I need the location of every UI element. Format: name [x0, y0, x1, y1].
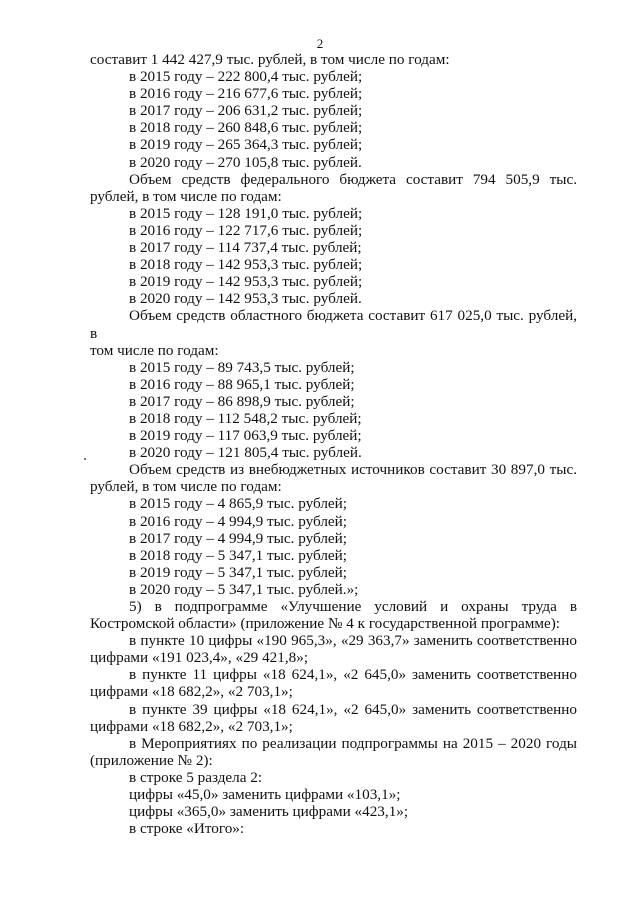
text-line: Объем средств федерального бюджета составит 794 505,9 тыс.	[129, 170, 577, 188]
text-line: Объем средств из внебюджетных источников составит 30 897,0 тыс.	[129, 461, 577, 479]
text-line: том числе по годам:	[90, 341, 219, 359]
text-line: в 2019 году – 5 347,1 тыс. рублей;	[129, 563, 347, 581]
text-line: в пункте 10 цифры «190 965,3», «29 363,7» заменить соответственно	[129, 632, 577, 650]
text-line: в 2017 году – 4 994,9 тыс. рублей;	[129, 529, 347, 547]
text-line: в 2017 году – 86 898,9 тыс. рублей;	[129, 392, 355, 410]
text-line: в 2016 году – 122 717,6 тыс. рублей;	[129, 221, 363, 239]
text-line: в 2015 году – 89 743,5 тыс. рублей;	[129, 358, 355, 376]
text-line: цифрами «18 682,2», «2 703,1»;	[90, 717, 293, 735]
text-line: рублей, в том числе по годам:	[90, 187, 282, 205]
text-line: 5) в подпрограмме «Улучшение условий и охраны труда в	[129, 598, 577, 615]
text-line: Костромской области» (приложение № 4 к государственной программе):	[90, 615, 560, 633]
text-line: цифрами «18 682,2», «2 703,1»;	[90, 683, 293, 701]
text-line: в 2017 году – 114 737,4 тыс. рублей;	[129, 239, 362, 257]
text-line: в строке «Итого»:	[129, 820, 245, 838]
text-line: цифры «45,0» заменить цифрами «103,1»;	[129, 786, 401, 804]
text-line: рублей, в том числе по годам:	[90, 478, 282, 496]
margin-mark	[84, 458, 86, 460]
text-line: в строке 5 раздела 2:	[129, 768, 263, 786]
text-line: в 2016 году – 88 965,1 тыс. рублей;	[129, 375, 355, 393]
text-line: составит 1 442 427,9 тыс. рублей, в том числе по годам:	[90, 51, 450, 68]
text-line: в 2018 году – 142 953,3 тыс. рублей;	[129, 256, 363, 274]
document-body	[90, 51, 577, 837]
text-line: (приложение № 2):	[90, 751, 213, 769]
text-line: Объем средств областного бюджета составит 617 025,0 тыс. рублей, в	[90, 307, 577, 342]
text-line: в 2020 году – 142 953,3 тыс. рублей.	[129, 290, 362, 308]
text-line: в пункте 11 цифры «18 624,1», «2 645,0» заменить соответственно	[129, 666, 577, 684]
text-line: в 2018 году – 260 848,6 тыс. рублей;	[129, 119, 363, 137]
text-line: цифры «365,0» заменить цифрами «423,1»;	[129, 803, 409, 821]
text-line: в Мероприятиях по реализации подпрограммы на 2015 – 2020 годы	[129, 734, 577, 752]
text-line: в 2020 году – 270 105,8 тыс. рублей.	[129, 153, 362, 171]
text-line: цифрами «191 023,4», «29 421,8»;	[90, 649, 309, 667]
text-line: в 2017 году – 206 631,2 тыс. рублей;	[129, 102, 363, 120]
text-line: в 2016 году – 216 677,6 тыс. рублей;	[129, 85, 363, 103]
text-line: в 2019 году – 265 364,3 тыс. рублей;	[129, 136, 363, 154]
text-line: в 2015 году – 4 865,9 тыс. рублей;	[129, 495, 347, 513]
text-line: в 2018 году – 5 347,1 тыс. рублей;	[129, 546, 347, 564]
text-line: в 2019 году – 117 063,9 тыс. рублей;	[129, 427, 362, 445]
text-line: в 2016 году – 4 994,9 тыс. рублей;	[129, 512, 347, 530]
page-number: 2	[316, 36, 324, 51]
text-line: в 2015 году – 222 800,4 тыс. рублей;	[129, 68, 363, 86]
text-line: в пункте 39 цифры «18 624,1», «2 645,0» заменить соответственно	[129, 700, 577, 718]
text-line: в 2020 году – 121 805,4 тыс. рублей.	[129, 444, 362, 462]
text-line: в 2019 году – 142 953,3 тыс. рублей;	[129, 273, 363, 291]
text-line: в 2015 году – 128 191,0 тыс. рублей;	[129, 204, 363, 222]
text-line: в 2018 году – 112 548,2 тыс. рублей;	[129, 409, 362, 427]
text-line: в 2020 году – 5 347,1 тыс. рублей.»;	[129, 580, 359, 598]
